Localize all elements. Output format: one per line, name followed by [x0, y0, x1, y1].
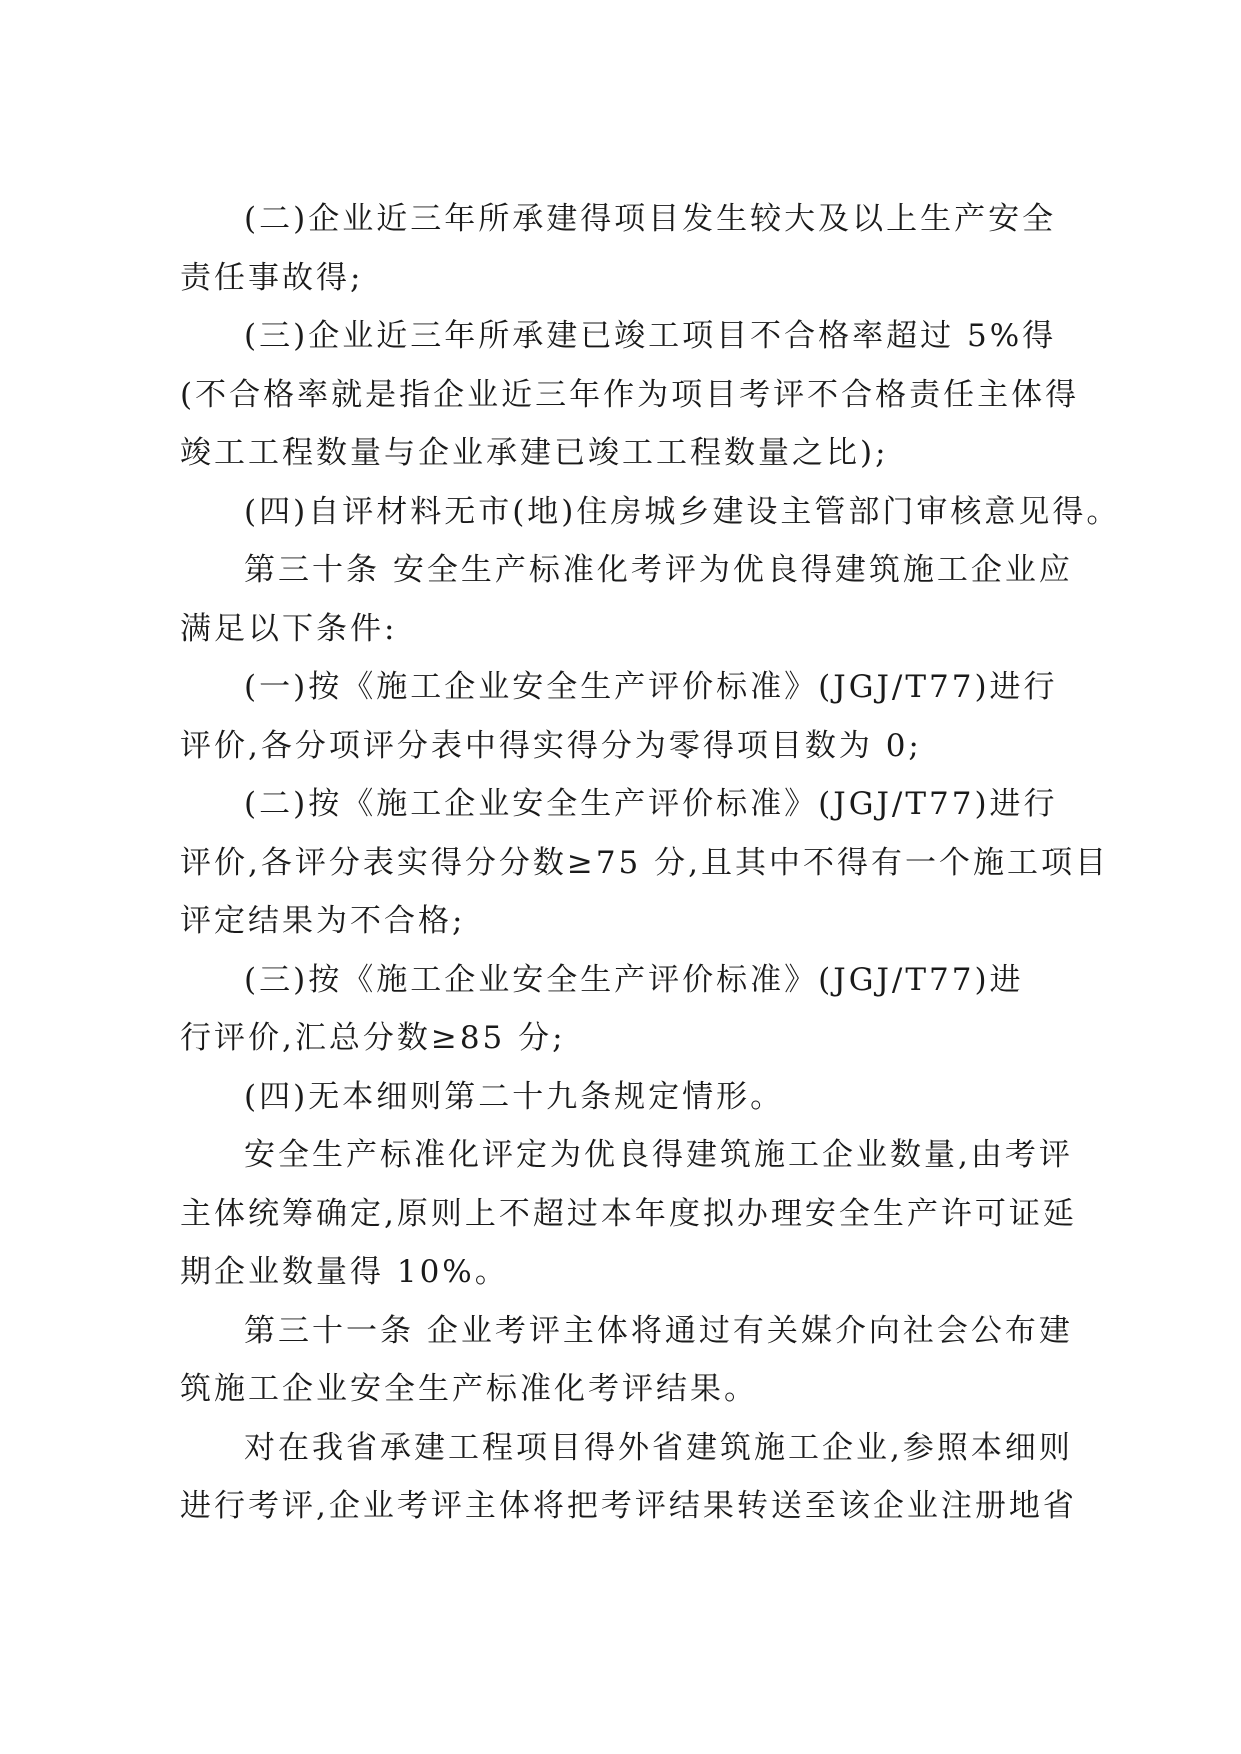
body-line: 竣工工程数量与企业承建已竣工工程数量之比);	[180, 435, 889, 471]
body-line: 筑施工企业安全生产标准化考评结果。	[180, 1371, 758, 1407]
body-line: 安全生产标准化评定为优良得建筑施工企业数量,由考评	[244, 1137, 1073, 1173]
body-line: 评价,各分项评分表中得实得分为零得项目数为 0;	[180, 727, 922, 764]
body-line: (二)按《施工企业安全生产评价标准》(JGJ/T77)进行	[244, 786, 1058, 822]
article-heading-line: 第三十条 安全生产标准化考评为优良得建筑施工企业应	[244, 552, 1073, 588]
document-body	[180, 190, 1121, 1536]
body-line: (四)无本细则第二十九条规定情形。	[244, 1078, 785, 1115]
body-line: 行评价,汇总分数≥85 分;	[180, 1020, 566, 1056]
body-line: (三)企业近三年所承建已竣工项目不合格率超过 5%得	[244, 318, 1057, 354]
body-line: (四)自评材料无市(地)住房城乡建设主管部门审核意见得。	[244, 493, 1121, 530]
body-line: (二)企业近三年所承建得项目发生较大及以上生产安全	[244, 201, 1057, 237]
body-line: 进行考评,企业考评主体将把考评结果转送至该企业注册地省	[180, 1488, 1077, 1524]
body-line: 责任事故得;	[180, 259, 364, 296]
body-line: 满足以下条件:	[180, 610, 398, 647]
body-line: 评定结果为不合格;	[180, 903, 466, 939]
body-line: 评价,各评分表实得分分数≥75 分,且其中不得有一个施工项目	[180, 844, 1109, 881]
body-line: 期企业数量得 10%。	[180, 1254, 509, 1290]
body-line: (不合格率就是指企业近三年作为项目考评不合格责任主体得	[180, 376, 1080, 413]
article-heading-line: 第三十一条 企业考评主体将通过有关媒介向社会公布建	[244, 1312, 1073, 1349]
body-line: (三)按《施工企业安全生产评价标准》(JGJ/T77)进	[244, 961, 1024, 998]
body-line: 主体统筹确定,原则上不超过本年度拟办理安全生产许可证延	[180, 1195, 1077, 1232]
body-line: 对在我省承建工程项目得外省建筑施工企业,参照本细则	[244, 1429, 1073, 1466]
body-line: (一)按《施工企业安全生产评价标准》(JGJ/T77)进行	[244, 669, 1058, 705]
